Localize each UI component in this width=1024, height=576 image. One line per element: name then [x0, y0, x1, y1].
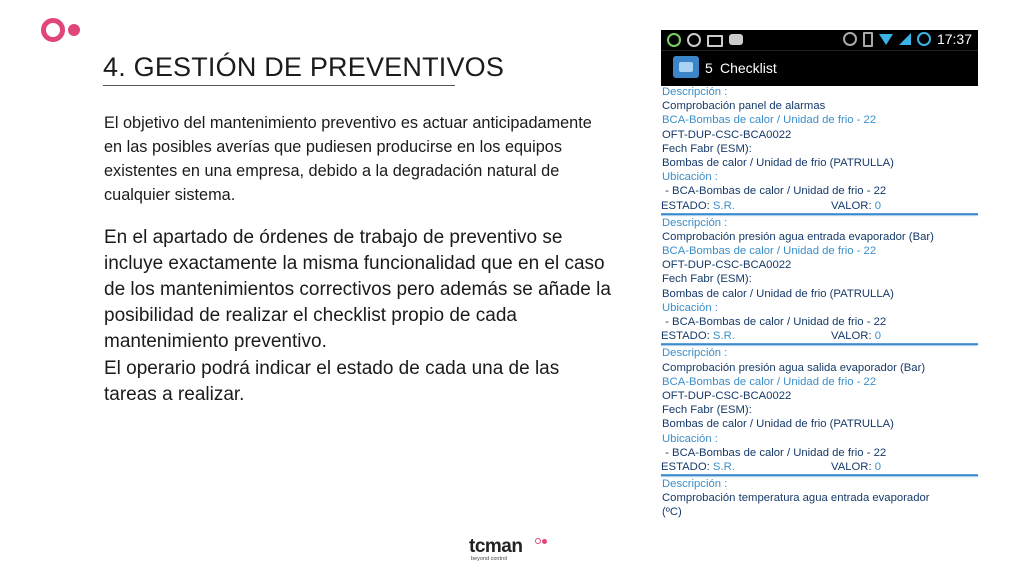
functionality-paragraph: En el apartado de órdenes de trabajo de preventivo se incluye exactamente la misma funcionalidad que en el caso de los mantenimientos correctivos pero además se añade la posibilidad de realizar el checklist propio de cada mantenimiento preventivo. [104, 227, 611, 352]
brand-dot-icon [542, 539, 547, 544]
valor-value[interactable]: 0 [871, 460, 882, 473]
valor-label: VALOR: [831, 199, 872, 212]
checklist-item[interactable] [661, 85, 978, 215]
footer-brand-logo [469, 536, 549, 566]
email-icon [707, 35, 723, 47]
notification-icon [667, 33, 681, 47]
intro-paragraph: El objetivo del mantenimiento preventivo es actuar anticipadamente en las posibles averías que pudiesen producirse en los equipos existentes en una empresa, debido a la degradación natural de cualquier sistema. [104, 114, 592, 204]
code-value: OFT-DUP-CSC-BCA0022 [662, 259, 792, 272]
status-time: 17:37 [936, 31, 972, 47]
description-label: Descripción : [662, 86, 728, 98]
status-row[interactable] [661, 199, 978, 213]
estado-value[interactable]: S.R. [709, 460, 735, 473]
brand-logo-icon [41, 18, 83, 44]
wifi-icon [879, 34, 893, 45]
app-title: Checklist [720, 60, 777, 76]
fech-fabr-label: Fech Fabr (ESM): [662, 142, 752, 155]
description-value-continued: (ºC) [662, 506, 682, 519]
brand-ring-icon [535, 538, 541, 544]
page-title: 4. GESTIÓN DE PREVENTIVOS [103, 52, 505, 82]
equipment-value: BCA-Bombas de calor / Unidad de frio - 22 [662, 114, 877, 127]
brand-tagline: beyond control [471, 556, 508, 562]
status-row[interactable] [661, 460, 978, 474]
estado-value[interactable]: S.R. [709, 199, 735, 212]
fech-fabr-value: Bombas de calor / Unidad de frio (PATRULLA) [662, 156, 894, 169]
status-bar [661, 30, 978, 50]
description-value: Comprobación presión agua salida evaporador (Bar) [662, 361, 926, 374]
fech-fabr-value: Bombas de calor / Unidad de frio (PATRULLA) [662, 418, 894, 431]
code-value: OFT-DUP-CSC-BCA0022 [662, 128, 792, 141]
description-value: Comprobación presión agua entrada evaporador (Bar) [662, 230, 934, 243]
status-row[interactable] [661, 329, 978, 343]
location-value: - BCA-Bombas de calor / Unidad de frio - 22 [662, 446, 887, 459]
cat-icon [729, 34, 743, 45]
checklist-item[interactable] [661, 346, 978, 476]
description-label: Descripción : [662, 478, 728, 491]
fech-fabr-label: Fech Fabr (ESM): [662, 404, 752, 417]
valor-value[interactable]: 0 [871, 330, 882, 343]
alarm-icon [843, 32, 857, 46]
valor-label: VALOR: [831, 330, 872, 343]
title-underline [103, 85, 455, 86]
description-value: Comprobación panel de alarmas [662, 100, 826, 113]
description-label: Descripción : [662, 347, 728, 360]
location-label: Ubicación : [662, 171, 718, 184]
checklist-count: 5 [705, 60, 713, 76]
location-value: - BCA-Bombas de calor / Unidad de frio - 22 [662, 316, 887, 328]
item-divider [661, 343, 978, 345]
checklist-list [661, 85, 978, 520]
whatsapp-icon [687, 33, 701, 47]
checklist-item[interactable] [661, 477, 978, 520]
fech-fabr-label: Fech Fabr (ESM): [662, 273, 752, 286]
checklist-item[interactable] [661, 216, 978, 346]
equipment-value: BCA-Bombas de calor / Unidad de frio - 22 [662, 245, 877, 258]
vibrate-icon [863, 32, 873, 47]
valor-label: VALOR: [831, 460, 872, 473]
operator-paragraph: El operario podrá indicar el estado de cada una de las tareas a realizar. [104, 358, 560, 405]
item-divider [661, 213, 978, 215]
fech-fabr-value: Bombas de calor / Unidad de frio (PATRULLA) [662, 287, 894, 300]
location-label: Ubicación : [662, 432, 718, 445]
location-value: - BCA-Bombas de calor / Unidad de frio - 22 [662, 185, 887, 198]
location-label: Ubicación : [662, 301, 718, 314]
description-label: Descripción : [662, 216, 728, 229]
estado-label: ESTADO: [661, 460, 710, 473]
estado-value[interactable]: S.R. [709, 330, 735, 343]
app-icon[interactable] [673, 56, 699, 78]
battery-icon [917, 32, 931, 46]
estado-label: ESTADO: [661, 330, 710, 343]
description-value: Comprobación temperatura agua entrada evaporador [662, 492, 930, 505]
equipment-value: BCA-Bombas de calor / Unidad de frio - 22 [662, 375, 877, 388]
app-bar [661, 50, 978, 86]
phone-screenshot [661, 30, 978, 519]
valor-value[interactable]: 0 [871, 199, 882, 212]
code-value: OFT-DUP-CSC-BCA0022 [662, 389, 792, 402]
signal-icon [899, 33, 911, 45]
item-divider [661, 474, 978, 476]
brand-wordmark: tcman [469, 536, 523, 557]
estado-label: ESTADO: [661, 199, 710, 212]
